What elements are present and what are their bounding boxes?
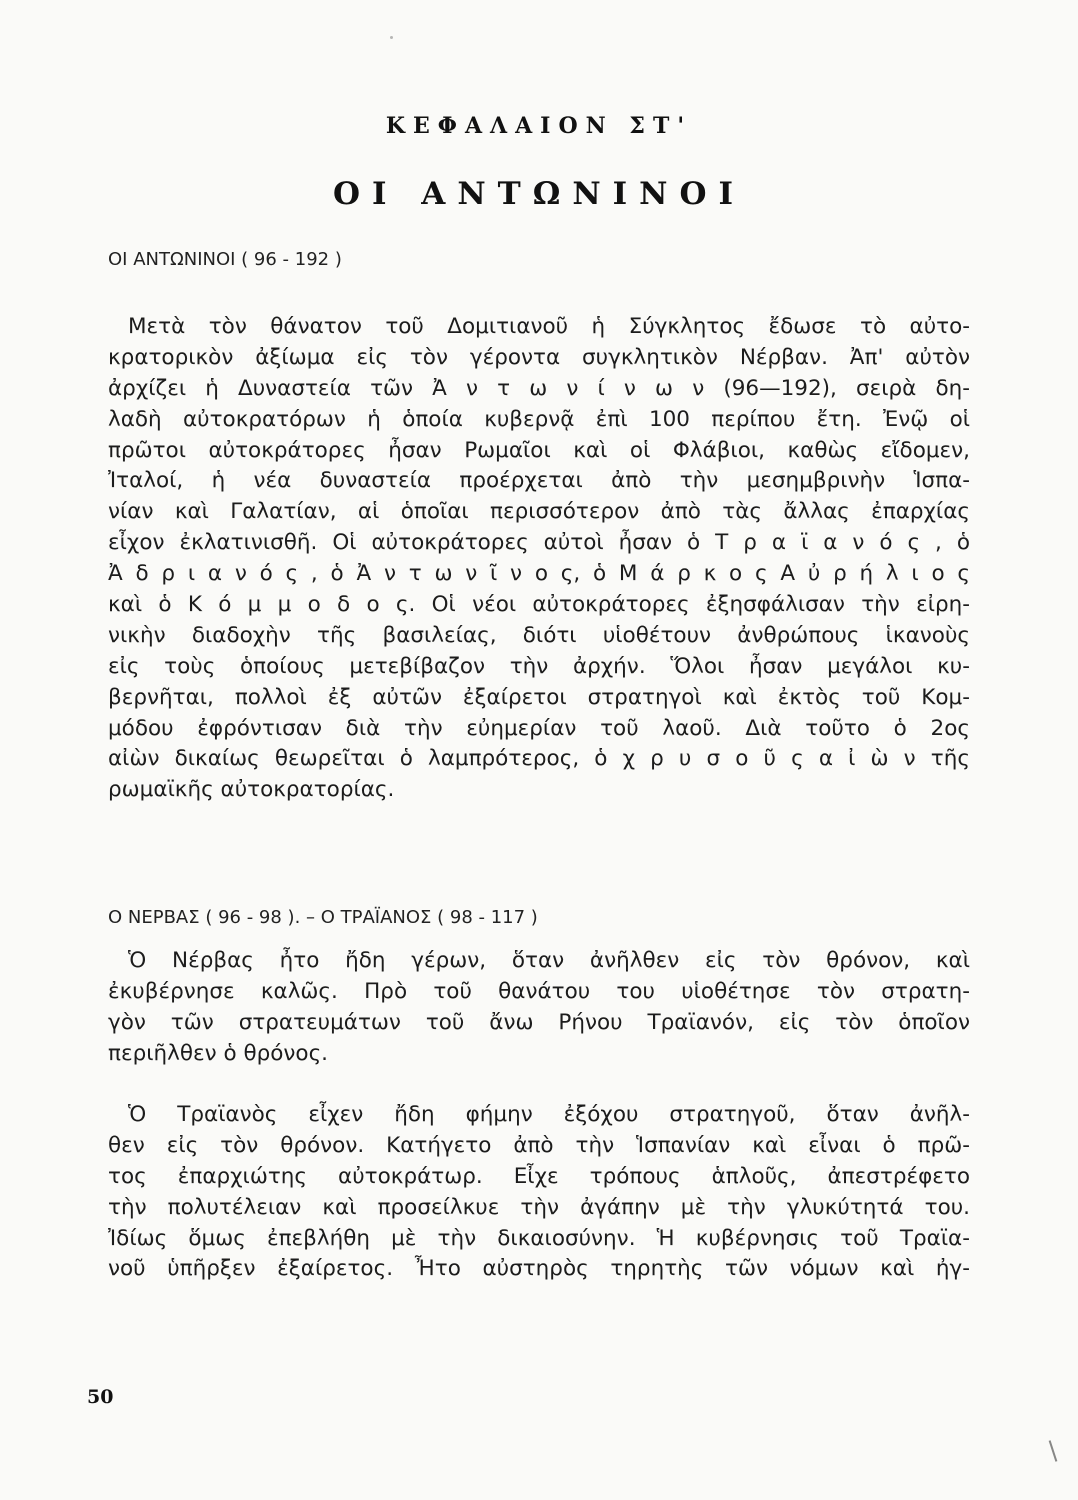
text-line: βερνῆται, πολλοὶ ἐξ αὐτῶν ἐξαίρετοι στρατηγοὶ καὶ ἐκτὸς τοῦ Κομ- — [108, 684, 970, 710]
text-line: μόδου ἐφρόντισαν διὰ τὴν εὐημερίαν τοῦ λαοῦ. Διὰ τοῦτο ὁ 2ος — [108, 715, 970, 741]
text-line: εἰς τοὺς ὁποίους μετεβίβαζον τὴν ἀρχήν. Ὅλοι ἦσαν μεγάλοι κυ- — [108, 653, 970, 679]
text-line: ἀρχίζει ἡ Δυναστεία τῶν Ἀ ν τ ω ν ί ν ω ν (96—192), σειρὰ δη- — [108, 375, 970, 401]
text-line: αἰὼν δικαίως θεωρεῖται ὁ λαμπρότερος, ὁ χ ρ υ σ ο ῦ ς α ἰ ὼ ν τῆς — [108, 746, 970, 772]
text-line: Ἀ δ ρ ι α ν ό ς , ὁ Ἀ ν τ ω ν ῖ ν ο ς, ὁ Μ ά ρ κ ο ς Α ὐ ρ ή λ ι ο ς — [108, 561, 970, 587]
text-line: τὴν πολυτέλειαν καὶ προσείλκυε τὴν ἀγάπην μὲ τὴν γλυκύτητά του. — [108, 1194, 970, 1220]
text-line: νοῦ ὑπῆρξεν ἐξαίρετος. Ἦτο αὐστηρὸς τηρητὴς τῶν νόμων καὶ ἠγ- — [108, 1256, 970, 1282]
text-line: Ἰταλοί, ἡ νέα δυναστεία προέρχεται ἀπὸ τὴν μεσημβρινὴν Ἱσπα- — [108, 468, 970, 494]
text-line: περιῆλθεν ὁ θρόνος. — [108, 1040, 329, 1066]
text-line: Ἰδίως ὅμως ἐπεβλήθη μὲ τὴν δικαιοσύνην. Ἡ κυβέρνησις τοῦ Τραϊα- — [108, 1225, 970, 1251]
text-line: Μετὰ τὸν θάνατον τοῦ Δομιτιανοῦ ἡ Σύγκλητος ἔδωσε τὸ αὐτο- — [128, 314, 970, 339]
text-line: κρατορικὸν ἀξίωμα εἰς τὸν γέροντα συγκλητικὸν Νέρβαν. Ἀπ' αὐτὸν — [108, 344, 970, 370]
text-line: εἶχον ἐκλατινισθῆ. Οἱ αὐτοκράτορες αὐτοὶ ἦσαν ὁ Τ ρ α ϊ α ν ό ς , ὁ — [108, 530, 970, 556]
text-line: γὸν τῶν στρατευμάτων τοῦ ἄνω Ρήνου Τραϊανόν, εἰς τὸν ὁποῖον — [108, 1009, 970, 1035]
paragraph-antonines-intro — [108, 312, 970, 806]
paragraph-trajan — [108, 1100, 970, 1285]
chapter-label: ΚΕΦΑΛΑΙΟΝ ΣΤ' — [385, 113, 693, 139]
text-line: θεν εἰς τὸν θρόνον. Κατήγετο ἀπὸ τὴν Ἱσπανίαν καὶ εἶναι ὁ πρῶ- — [108, 1132, 970, 1158]
chapter-title: ΟΙ ΑΝΤΩΝΙΝΟΙ — [332, 176, 746, 212]
text-line: νίαν καὶ Γαλατίαν, αἱ ὁποῖαι περισσότερον ἀπὸ τὰς ἄλλας ἐπαρχίας — [108, 499, 970, 525]
section-heading-antonines: ΟΙ ΑΝΤΩΝΙΝΟΙ ( 96 - 192 ) — [108, 249, 342, 270]
text-line: λαδὴ αὐτοκρατόρων ἡ ὁποία κυβερνᾷ ἐπὶ 100 περίπου ἔτη. Ἐνῷ οἱ — [108, 406, 970, 432]
text-line: τος ἐπαρχιώτης αὐτοκράτωρ. Εἶχε τρόπους ἁπλοῦς, ἀπεστρέφετο — [108, 1163, 970, 1189]
text-line: Ὁ Νέρβας ἦτο ἤδη γέρων, ὅταν ἀνῆλθεν εἰς τὸν θρόνον, καὶ — [128, 948, 970, 973]
scan-mark — [1049, 1440, 1058, 1462]
page-number: 50 — [87, 1386, 114, 1408]
text-line: καὶ ὁ Κ ό μ μ ο δ ο ς. Οἱ νέοι αὐτοκράτορες ἐξησφάλισαν τὴν εἰρη- — [108, 592, 970, 618]
text-line: πρῶτοι αὐτοκράτορες ἦσαν Ρωμαῖοι καὶ οἱ Φλάβιοι, καθὼς εἴδομεν, — [108, 437, 970, 463]
text-line: ρωμαϊκῆς αὐτοκρατορίας. — [108, 777, 395, 803]
scan-speck — [390, 36, 393, 39]
text-line: νικὴν διαδοχὴν τῆς βασιλείας, διότι υἱοθέτουν ἀνθρώπους ἱκανοὺς — [108, 622, 970, 648]
section-heading-nerva-trajan: Ο ΝΕΡΒΑΣ ( 96 - 98 ). – Ο ΤΡΑΪΑΝΟΣ ( 98 - 117 ) — [108, 907, 538, 928]
text-line: Ὁ Τραϊανὸς εἶχεν ἤδη φήμην ἐξόχου στρατηγοῦ, ὅταν ἀνῆλ- — [128, 1102, 970, 1127]
paragraph-nerva — [108, 946, 970, 1070]
text-line: ἐκυβέρνησε καλῶς. Πρὸ τοῦ θανάτου του υἱοθέτησε τὸν στρατη- — [108, 978, 970, 1004]
